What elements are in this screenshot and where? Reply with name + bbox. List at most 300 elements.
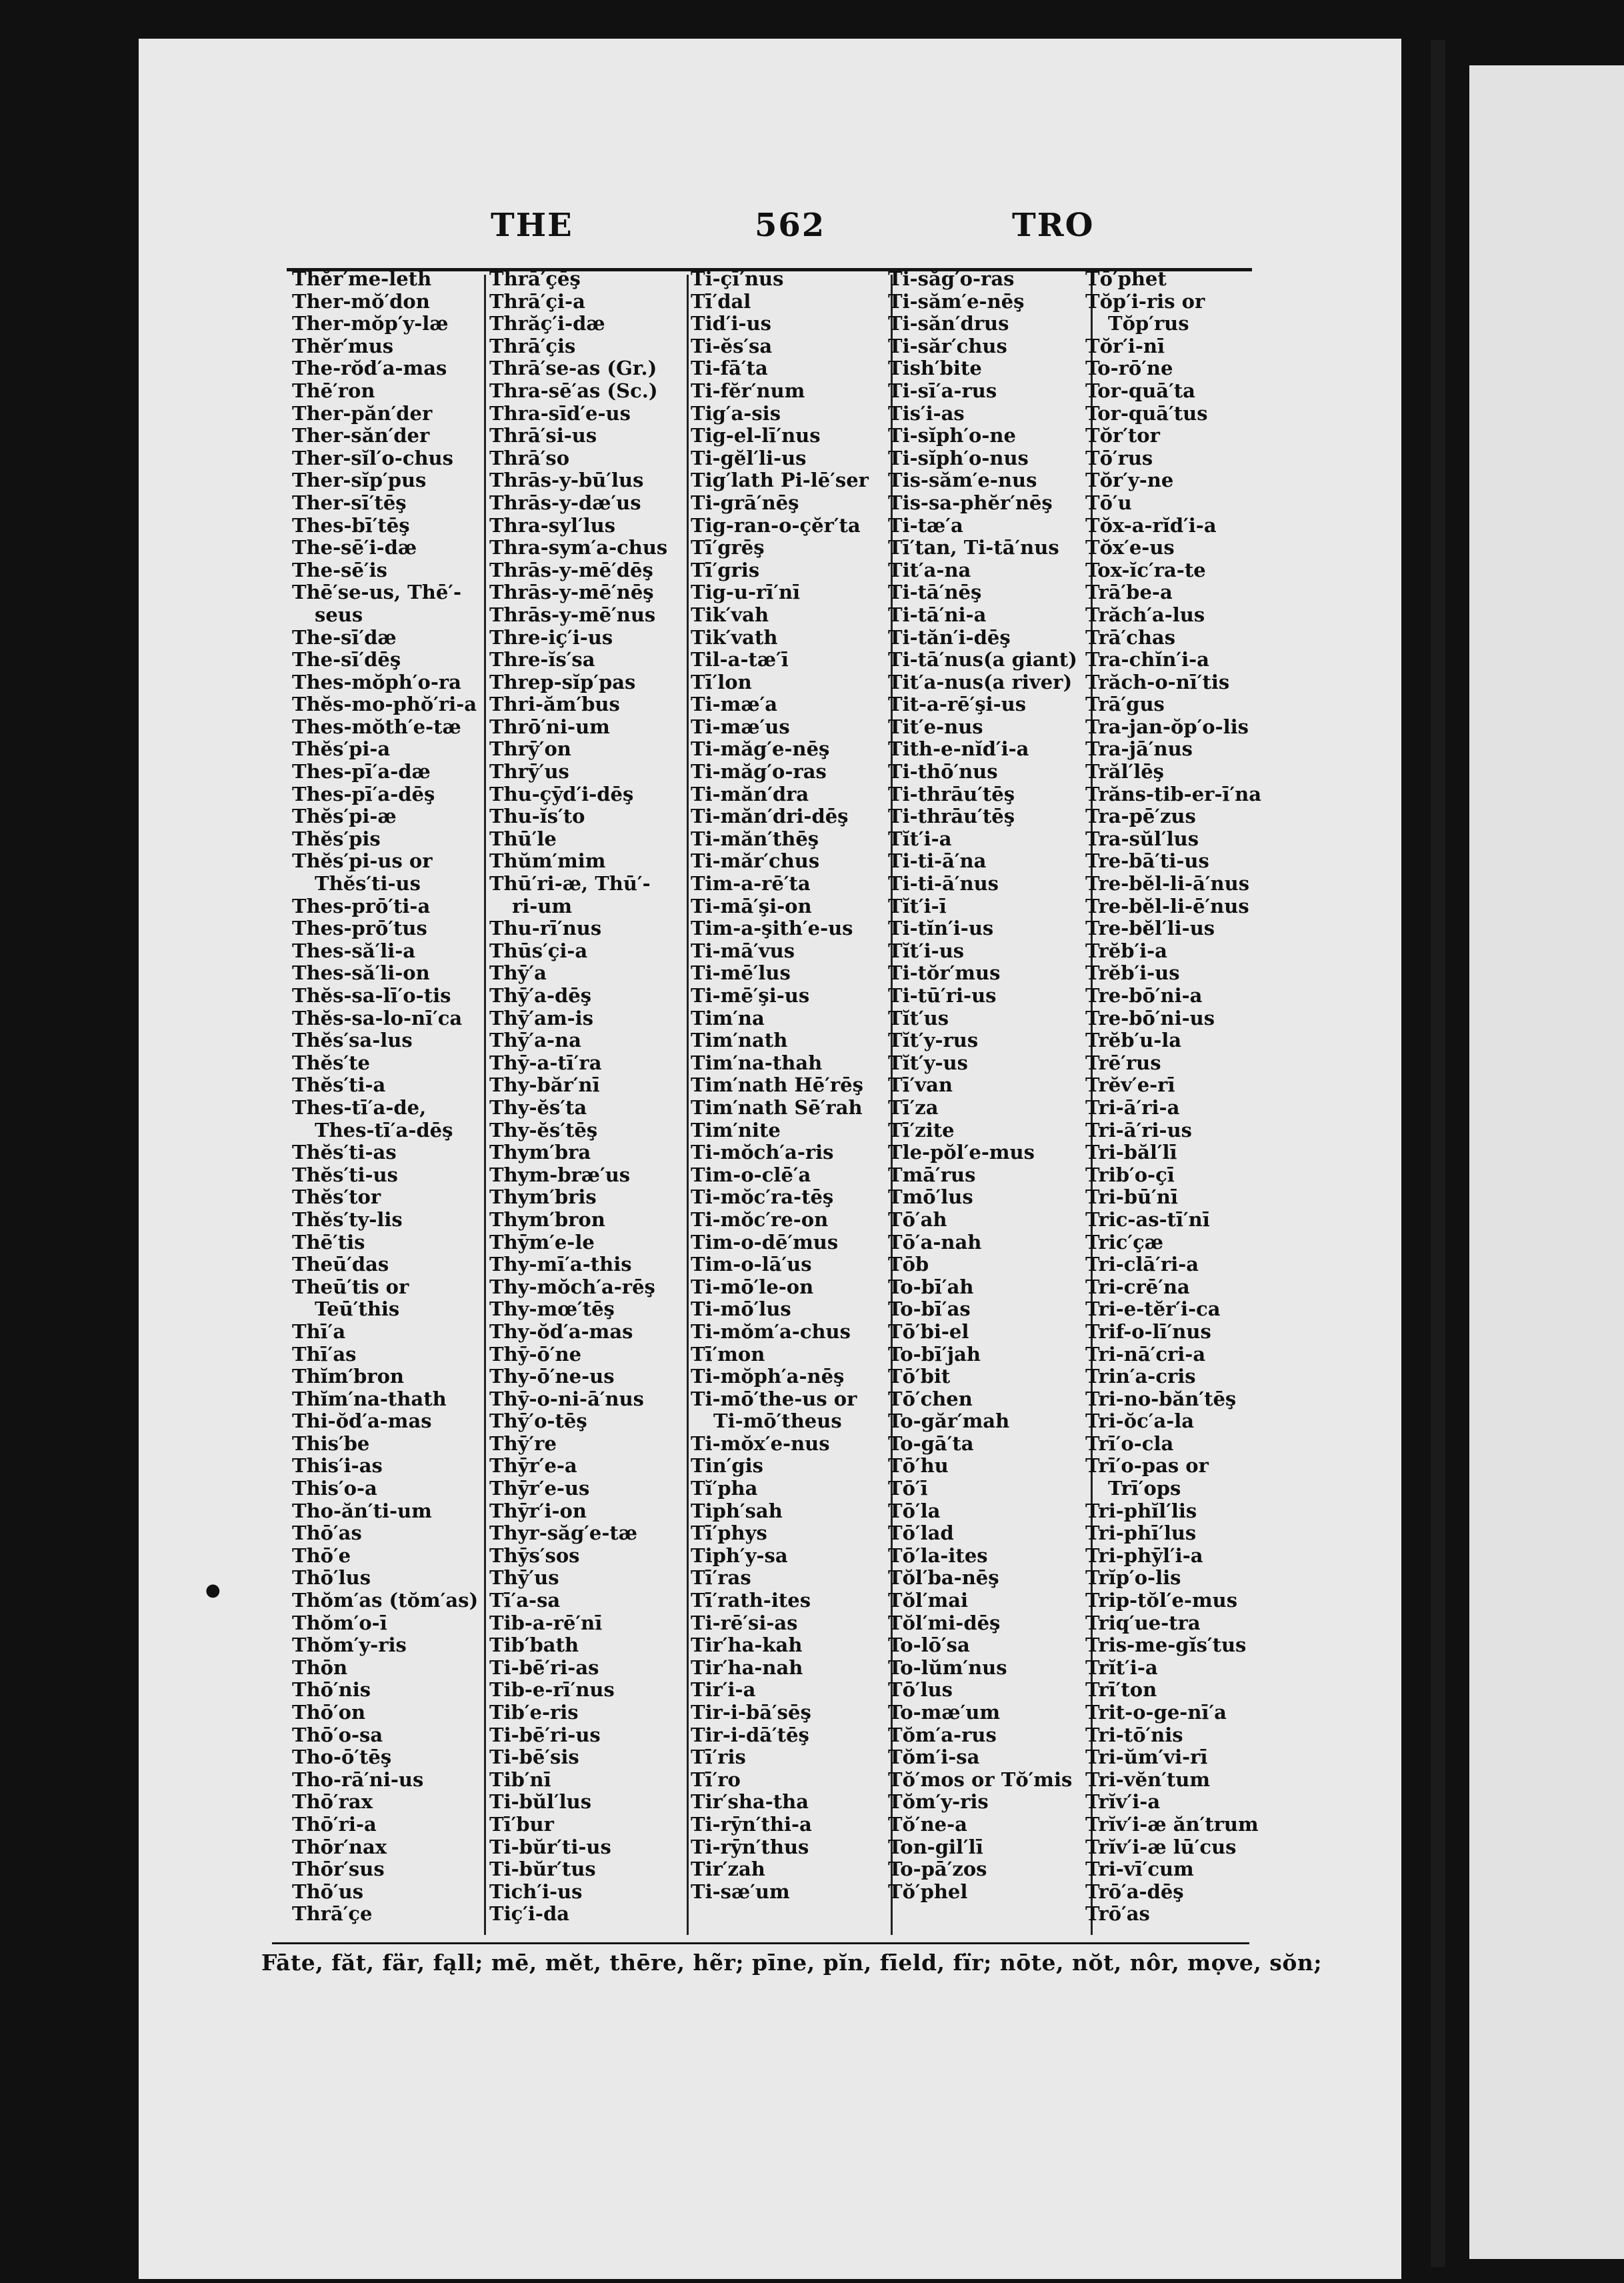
- dictionary-entry: Tis-săm′e-nus: [888, 469, 1037, 492]
- dictionary-entry: Ti-sĭph′o-nus: [888, 446, 1029, 469]
- dictionary-entry: Tō′phet: [1085, 267, 1167, 290]
- dictionary-entry: Tī′ris: [691, 1746, 746, 1769]
- dictionary-entry: Tĭt′us: [888, 1006, 949, 1029]
- dictionary-entry: Tri-phī′lus: [1085, 1522, 1197, 1545]
- dictionary-entry: Tmā′rus: [888, 1163, 976, 1186]
- dictionary-entry: Tra-sŭl′lus: [1085, 827, 1199, 850]
- dictionary-entry: Thes-pī′a-dēş: [292, 782, 435, 805]
- dictionary-entry: Ti-fĕr′num: [691, 379, 805, 402]
- dictionary-entry: This′o-a: [292, 1477, 377, 1500]
- dictionary-entry: Thra-sīd′e-us: [489, 401, 631, 425]
- dictionary-entry: Tho-rā′ni-us: [292, 1768, 424, 1791]
- dictionary-entry: Tor-quā′tus: [1085, 401, 1208, 425]
- dictionary-entry: Trō′as: [1085, 1902, 1150, 1926]
- dictionary-entry: Ti-tŏr′mus: [888, 961, 1001, 985]
- dictionary-entry: Tī′za: [888, 1095, 939, 1119]
- dictionary-entry: Ti-bē′ri-as: [489, 1656, 599, 1679]
- dictionary-entry: Tō′bit: [888, 1365, 951, 1388]
- dictionary-entry: Thes-să′li-on: [292, 961, 430, 985]
- dictionary-entry: Tis′i-as: [888, 401, 965, 425]
- dictionary-entry: The-sē′i-dæ: [292, 536, 417, 559]
- dictionary-entry: Tith-e-nĭd′i-a: [888, 737, 1029, 761]
- dictionary-entry: Trip-tŏl′e-mus: [1085, 1589, 1238, 1612]
- entry-column-5: [1085, 268, 1292, 1926]
- dictionary-entry: Tib-a-rē′nī: [489, 1611, 603, 1634]
- dictionary-entry: Thĕs′ti-a: [292, 1073, 386, 1097]
- dictionary-entry: Theū′das: [292, 1253, 389, 1276]
- dictionary-entry: Tī′dal: [691, 289, 751, 313]
- dictionary-entry: Tō′bi-el: [888, 1320, 969, 1343]
- dictionary-entry: Thrās-y-bū′lus: [489, 469, 644, 492]
- dictionary-entry: Tō′u: [1085, 491, 1132, 514]
- dictionary-entry: Tox-ĭc′ra-te: [1085, 558, 1206, 581]
- dictionary-entry: Thĕs-mo-phŏ′ri-a: [292, 693, 477, 716]
- dictionary-entry: Ti-bē′ri-us: [489, 1723, 601, 1746]
- dictionary-entry: Tit-a-rē′şi-us: [888, 693, 1027, 716]
- dictionary-entry: Thȳ-a-tī′ra: [489, 1051, 602, 1074]
- dictionary-entry: Trĭt′i-a: [1085, 1656, 1158, 1679]
- dictionary-entry: Thĕs-sa-lī′o-tis: [292, 984, 451, 1007]
- dictionary-entry: Tib′bath: [489, 1634, 579, 1657]
- dictionary-entry: Ti-ti-ā′na: [888, 849, 987, 873]
- dictionary-entry: Tir′zah: [691, 1858, 765, 1881]
- dictionary-entry: Tre-bĕl′li-us: [1085, 917, 1215, 940]
- dictionary-entry: Thĕs′tor: [292, 1186, 381, 1209]
- dictionary-entry: Tŏx-a-rĭd′i-a: [1085, 513, 1217, 537]
- dictionary-entry: Tŏm′i-sa: [888, 1746, 980, 1769]
- dictionary-entry: Thȳs′sos: [489, 1544, 580, 1567]
- dictionary-entry: Thĕs′pi-us or: [292, 849, 433, 873]
- dictionary-entry: Tŏr′tor: [1085, 424, 1160, 447]
- dictionary-entry: Thrā′se-as (Gr.): [489, 357, 657, 380]
- dictionary-entry: Triq′ue-tra: [1085, 1611, 1201, 1634]
- dictionary-entry: Tō′a-nah: [888, 1230, 982, 1254]
- dictionary-entry: Til-a-tæ′ī: [691, 648, 789, 671]
- dictionary-entry: Tmō′lus: [888, 1186, 973, 1209]
- dictionary-entry: Thĕr′mus: [292, 334, 394, 357]
- dictionary-entry: Tō′la: [888, 1499, 941, 1522]
- dictionary-entry: Trăch′a-lus: [1085, 603, 1205, 626]
- dictionary-entry: Tib′e-ris: [489, 1701, 579, 1724]
- dictionary-entry: Ti-mō′lus: [691, 1298, 791, 1321]
- dictionary-entry: Tim′nath Sē′rah: [691, 1095, 863, 1119]
- dictionary-entry: Tid′i-us: [691, 312, 771, 335]
- dictionary-entry: Tim′nite: [691, 1118, 781, 1142]
- dictionary-entry: Ther-sĭl′o-chus: [292, 446, 453, 469]
- dictionary-entry: Ti-bŭr′ti-us: [489, 1835, 611, 1858]
- dictionary-entry: Thes-bī′tēş: [292, 513, 410, 537]
- dictionary-entry: Tō′lad: [888, 1522, 954, 1545]
- dictionary-entry: Tī′van: [888, 1073, 953, 1097]
- dictionary-entry: Ti-grā′nēş: [691, 491, 799, 514]
- dictionary-entry: Thōn: [292, 1656, 348, 1679]
- dictionary-entry: Tir′sha-tha: [691, 1790, 809, 1814]
- dictionary-entry: Tri-ŭm′vi-rī: [1085, 1746, 1208, 1769]
- dictionary-entry: Thra-sē′as (Sc.): [489, 379, 658, 402]
- dictionary-entry: Tri-ŏc′a-la: [1085, 1410, 1195, 1433]
- dictionary-entry: Thō′on: [292, 1701, 366, 1724]
- dictionary-entry: Thes-mŏth′e-tæ: [292, 715, 461, 738]
- dictionary-entry: Trĭv′i-æ lū′cus: [1085, 1835, 1237, 1858]
- dictionary-entry: Ti-thrāu′tēş: [888, 805, 1015, 828]
- dictionary-entry: Tib-e-rī′nus: [489, 1678, 615, 1702]
- dictionary-entry: Tō′ah: [888, 1208, 947, 1231]
- dictionary-entry: Thūs′çi-a: [489, 939, 588, 962]
- dictionary-entry: Thō′lus: [292, 1566, 371, 1590]
- dictionary-entry: Thrȳ′us: [489, 760, 569, 783]
- dictionary-entry: Thō′rax: [292, 1790, 373, 1814]
- dictionary-entry: Tŏm′a-rus: [888, 1723, 997, 1746]
- entry-continuation: ri-um: [512, 894, 573, 917]
- dictionary-entry: To-mæ′um: [888, 1701, 1001, 1724]
- dictionary-entry: Tik′vath: [691, 625, 778, 649]
- dictionary-entry: Tric-as-tī′nī: [1085, 1208, 1210, 1231]
- dictionary-entry: Tĭt′i-a: [888, 827, 952, 850]
- dictionary-entry: Tri-e-tĕr′i-ca: [1085, 1298, 1221, 1321]
- dictionary-entry: Ti-mē′lus: [691, 961, 791, 985]
- entry-continuation: Tŏp′rus: [1108, 312, 1189, 335]
- dictionary-entry: Tŏl′ba-nēş: [888, 1566, 999, 1590]
- dictionary-entry: Trĭv′i-a: [1085, 1790, 1161, 1814]
- dictionary-entry: Trī′ton: [1085, 1678, 1157, 1702]
- dictionary-entry: Ti-tū′ri-us: [888, 984, 997, 1007]
- dictionary-entry: Thĕr′me-leth: [292, 267, 432, 290]
- dictionary-entry: Tich′i-us: [489, 1880, 583, 1903]
- dictionary-entry: Tit′a-na: [888, 558, 971, 581]
- dictionary-entry: Thy-mœ′tēş: [489, 1298, 615, 1321]
- dictionary-entry: Thŏm′y-ris: [292, 1634, 407, 1657]
- dictionary-entry: Thy-ŏd′a-mas: [489, 1320, 633, 1343]
- dictionary-entry: Trif-o-lī′nus: [1085, 1320, 1211, 1343]
- dictionary-entry: Ti-mŏx′e-nus: [691, 1432, 830, 1455]
- dictionary-entry: Ti-tā′nus(a giant): [888, 648, 1077, 671]
- dictionary-entry: Ti-măg′o-ras: [691, 760, 827, 783]
- dictionary-entry: Ti-bē′sis: [489, 1746, 579, 1769]
- dictionary-entry: Tit′e-nus: [888, 715, 983, 738]
- dictionary-entry: Tib′nī: [489, 1768, 551, 1791]
- dictionary-entry: Tī′bur: [489, 1812, 554, 1836]
- dictionary-entry: Trĕb′u-la: [1085, 1029, 1182, 1052]
- dictionary-entry: Tō′chen: [888, 1387, 973, 1410]
- dictionary-entry: Trăch-o-nī′tis: [1085, 670, 1230, 693]
- dictionary-entry: Thȳ′o-tēş: [489, 1410, 587, 1433]
- dictionary-entry: Tī′mon: [691, 1342, 765, 1366]
- dictionary-entry: Tris-me-gĭs′tus: [1085, 1634, 1247, 1657]
- dictionary-entry: Ti-săm′e-nēş: [888, 289, 1025, 313]
- dictionary-entry: Ti-măg′e-nēş: [691, 737, 830, 761]
- dictionary-entry: Thĕs′ti-as: [292, 1141, 397, 1164]
- dictionary-entry: Tŏl′mai: [888, 1589, 969, 1612]
- dictionary-entry: Thy-băr′nī: [489, 1073, 600, 1097]
- dictionary-entry: Tri-băl′lī: [1085, 1141, 1177, 1164]
- dictionary-entry: Thrā′si-us: [489, 424, 597, 447]
- dictionary-entry: Thȳr′e-a: [489, 1454, 577, 1478]
- dictionary-entry: Thō′us: [292, 1880, 364, 1903]
- entry-continuation: Teū′this: [315, 1298, 400, 1321]
- dictionary-entry: Tri-clā′ri-a: [1085, 1253, 1199, 1276]
- dictionary-entry: Thĭm′bron: [292, 1365, 404, 1388]
- dictionary-entry: Tit′a-nus(a river): [888, 670, 1073, 693]
- dictionary-entry: Ti-mē′şi-us: [691, 984, 810, 1007]
- dictionary-entry: Tle-pŏl′e-mus: [888, 1141, 1035, 1164]
- dictionary-entry: Thre-ĭs′sa: [489, 648, 595, 671]
- dictionary-entry: Tim-o-lā′us: [691, 1253, 812, 1276]
- dictionary-entry: Tī′zite: [888, 1118, 955, 1142]
- column-divider: [484, 275, 486, 1935]
- dictionary-entry: Ti-sī′a-rus: [888, 379, 997, 402]
- dictionary-entry: Tŏx′e-us: [1085, 536, 1175, 559]
- dictionary-entry: Tĭt′y-rus: [888, 1029, 979, 1052]
- dictionary-entry: Tiph′sah: [691, 1499, 783, 1522]
- dictionary-entry: Tish′bite: [888, 357, 982, 380]
- dictionary-entry: Thy-ĕs′tēş: [489, 1118, 598, 1142]
- dictionary-entry: Ti-sĭph′o-ne: [888, 424, 1016, 447]
- dictionary-entry: Tŏ′mos or Tŏ′mis: [888, 1768, 1073, 1791]
- dictionary-entry: Thre-iç′i-us: [489, 625, 613, 649]
- dictionary-entry: Tre-bĕl-li-ā′nus: [1085, 872, 1250, 895]
- dictionary-entry: Thu-ĭs′to: [489, 805, 585, 828]
- page-number: 562: [755, 207, 826, 244]
- footer-rule: [272, 1942, 1249, 1944]
- dictionary-entry: Tim′na-thah: [691, 1051, 823, 1074]
- entry-column-3: [691, 268, 897, 1903]
- dictionary-entry: Tĭt′i-us: [888, 939, 965, 962]
- dictionary-entry: Ti-mŏc′re-on: [691, 1208, 829, 1231]
- dictionary-entry: Ther-sĭp′pus: [292, 469, 427, 492]
- dictionary-entry: Thōr′sus: [292, 1858, 385, 1881]
- dictionary-entry: Tis-sa-phĕr′nēş: [888, 491, 1053, 514]
- dictionary-entry: Tim′nath: [691, 1029, 788, 1052]
- dictionary-entry: Ti-bŭr′tus: [489, 1858, 596, 1881]
- dictionary-entry: Ther-mŏp′y-læ: [292, 312, 449, 335]
- dictionary-entry: Thȳr′e-us: [489, 1477, 590, 1500]
- dictionary-entry: Ti-mŏc′ra-tēş: [691, 1186, 834, 1209]
- dictionary-entry: Tor-quā′ta: [1085, 379, 1195, 402]
- dictionary-entry: Thes-tī′a-de,: [292, 1095, 427, 1119]
- pronunciation-key: Fāte, făt, fär, fąll; mē, mĕt, thēre, hẽr; pīne, pĭn, fīeld, fïr; nōte, nŏt, nôr, mọve, sŏn;: [261, 1950, 1323, 1976]
- dictionary-entry: Ti-săg′o-ras: [888, 267, 1015, 290]
- dictionary-entry: Tre-bō′ni-a: [1085, 984, 1203, 1007]
- running-head-left: THE: [491, 207, 573, 244]
- dictionary-entry: Tri-crē′na: [1085, 1275, 1190, 1298]
- dictionary-entry: The-sī′dæ: [292, 625, 397, 649]
- dictionary-entry: Trĕb′i-us: [1085, 961, 1180, 985]
- dictionary-entry: Thy-ō′ne-us: [489, 1365, 615, 1388]
- entry-column-1: [292, 268, 499, 1926]
- entry-continuation: Ti-mō′theus: [713, 1410, 842, 1433]
- dictionary-entry: Thĕs-sa-lo-nī′ca: [292, 1006, 463, 1029]
- dictionary-entry: Tō′rus: [1085, 446, 1153, 469]
- dictionary-entry: Ti-mæ′a: [691, 693, 778, 716]
- dictionary-entry: Threp-sĭp′pas: [489, 670, 636, 693]
- dictionary-entry: Thrās-y-mē′nēş: [489, 581, 654, 604]
- dictionary-entry: To-lŭm′nus: [888, 1656, 1007, 1679]
- dictionary-entry: Thȳr′i-on: [489, 1499, 587, 1522]
- dictionary-entry: Thu-rī′nus: [489, 917, 602, 940]
- dictionary-entry: Tri-no-băn′tēş: [1085, 1387, 1237, 1410]
- dictionary-entry: Ther-sī′tēş: [292, 491, 407, 514]
- dictionary-entry: Tre-bō′ni-us: [1085, 1006, 1215, 1029]
- dictionary-entry: Tra-pē′zus: [1085, 805, 1196, 828]
- dictionary-entry: Tĭ′pha: [691, 1477, 758, 1500]
- dictionary-entry: Thō′e: [292, 1544, 351, 1567]
- entry-column-2: [489, 268, 696, 1926]
- dictionary-entry: Thĕs′pis: [292, 827, 381, 850]
- dictionary-entry: Thrā′çis: [489, 334, 576, 357]
- entry-continuation: Trī′ops: [1108, 1477, 1181, 1500]
- dictionary-entry: This′i-as: [292, 1454, 383, 1478]
- dictionary-entry: Ti-tăn′i-dēş: [888, 625, 1011, 649]
- dictionary-entry: The-sē′is: [292, 558, 387, 581]
- dictionary-entry: Tōb: [888, 1253, 929, 1276]
- dictionary-entry: Ther-păn′der: [292, 401, 433, 425]
- dictionary-entry: Ti-săr′chus: [888, 334, 1007, 357]
- dictionary-entry: Tre-bā′ti-us: [1085, 849, 1209, 873]
- dictionary-entry: Thō′o-sa: [292, 1723, 383, 1746]
- dictionary-entry: Tra-jā′nus: [1085, 737, 1193, 761]
- dictionary-entry: Tri-phȳl′i-a: [1085, 1544, 1203, 1567]
- dictionary-entry: Thȳm′e-le: [489, 1230, 595, 1254]
- dictionary-entry: Trĕb′i-a: [1085, 939, 1167, 962]
- dictionary-entry: Tig-u-rī′nī: [691, 581, 801, 604]
- entry-column-4: [888, 268, 1095, 1903]
- dictionary-entry: Tī′gris: [691, 558, 760, 581]
- dictionary-entry: Tre-bĕl-li-ē′nus: [1085, 894, 1249, 917]
- dictionary-entry: Thyr-săg′e-tæ: [489, 1522, 638, 1545]
- dictionary-entry: Thē′tis: [292, 1230, 365, 1254]
- dictionary-entry: Tim-o-dē′mus: [691, 1230, 839, 1254]
- dictionary-entry: Ti-mŏph′a-nēş: [691, 1365, 845, 1388]
- dictionary-entry: Thō′nis: [292, 1678, 371, 1702]
- dictionary-entry: Tri-tō′nis: [1085, 1723, 1183, 1746]
- dictionary-entry: Tī′a-sa: [489, 1589, 561, 1612]
- dictionary-entry: To-gā′ta: [888, 1432, 974, 1455]
- facing-page-edge: [1469, 65, 1624, 2259]
- dictionary-entry: Thȳ′us: [489, 1566, 559, 1590]
- page-gutter-shadow: [1431, 40, 1445, 2267]
- dictionary-entry: Thri-ăm′bus: [489, 693, 620, 716]
- dictionary-entry: Tri-ā′ri-a: [1085, 1095, 1180, 1119]
- running-head-right: TRO: [1012, 207, 1095, 244]
- dictionary-entry: Thrās-y-mē′nus: [489, 603, 656, 626]
- dictionary-entry: Ti-măn′dra: [691, 782, 809, 805]
- dictionary-entry: Ti-ĕs′sa: [691, 334, 773, 357]
- dictionary-entry: Thū′ri-æ, Thū′-: [489, 872, 651, 895]
- dictionary-entry: Tī′ro: [691, 1768, 741, 1791]
- dictionary-entry: Tri-nā′cri-a: [1085, 1342, 1206, 1366]
- dictionary-entry: Thȳ-ō′ne: [489, 1342, 582, 1366]
- dictionary-entry: Tho-ō′tēş: [292, 1746, 392, 1769]
- dictionary-entry: Thȳ′a-na: [489, 1029, 581, 1052]
- dictionary-entry: Thym′bron: [489, 1208, 605, 1231]
- dictionary-entry: Tŏp′i-ris or: [1085, 289, 1205, 313]
- dictionary-entry: Thes-prō′tus: [292, 917, 427, 940]
- dictionary-entry: Tŏl′mi-dēş: [888, 1611, 1001, 1634]
- dictionary-entry: Tō′hu: [888, 1454, 949, 1478]
- dictionary-entry: Ti-gĕl′li-us: [691, 446, 807, 469]
- dictionary-entry: Trā′be-a: [1085, 581, 1173, 604]
- dictionary-entry: Thȳ′re: [489, 1432, 557, 1455]
- dictionary-entry: Tik′vah: [691, 603, 769, 626]
- entry-continuation: Thĕs′ti-us: [315, 872, 421, 895]
- dictionary-entry: Ti-săn′drus: [888, 312, 1009, 335]
- dictionary-entry: Tī′phys: [691, 1522, 767, 1545]
- dictionary-entry: Ti-rȳn′thus: [691, 1835, 809, 1858]
- dictionary-entry: To-pā′zos: [888, 1858, 987, 1881]
- dictionary-entry: Thŏm′o-ī: [292, 1611, 387, 1634]
- dictionary-entry: Ti-mŏm′a-chus: [691, 1320, 851, 1343]
- dictionary-entry: Tiç′i-da: [489, 1902, 570, 1926]
- dictionary-entry: Tra-jan-ŏp′o-lis: [1085, 715, 1249, 738]
- dictionary-entry: Thym′bra: [489, 1141, 591, 1164]
- dictionary-entry: To-găr′mah: [888, 1410, 1010, 1433]
- dictionary-entry: Thĕs′ti-us: [292, 1163, 398, 1186]
- dictionary-entry: Ti-sæ′um: [691, 1880, 790, 1903]
- dictionary-entry: Theū′tis or: [292, 1275, 409, 1298]
- dictionary-entry: Tim-a-şith′e-us: [691, 917, 853, 940]
- dictionary-entry: Tī′rath-ites: [691, 1589, 811, 1612]
- dictionary-entry: Thrā′çi-a: [489, 289, 585, 313]
- dictionary-entry: Thrās-y-dæ′us: [489, 491, 641, 514]
- dictionary-entry: Thĕs′te: [292, 1051, 370, 1074]
- dictionary-entry: Thym-bræ′us: [489, 1163, 631, 1186]
- dictionary-entry: Trā′gus: [1085, 693, 1165, 716]
- dictionary-entry: Thrō′ni-um: [489, 715, 610, 738]
- dictionary-entry: Tir′ha-kah: [691, 1634, 803, 1657]
- dictionary-entry: Tō′la-ites: [888, 1544, 988, 1567]
- dictionary-entry: Ti-tĭn′i-us: [888, 917, 994, 940]
- dictionary-entry: Tir′ha-nah: [691, 1656, 803, 1679]
- dictionary-entry: Ti-tā′nēş: [888, 581, 982, 604]
- dictionary-entry: Ti-mō′the-us or: [691, 1387, 857, 1410]
- dictionary-entry: Ti-ti-ā′nus: [888, 872, 999, 895]
- dictionary-entry: Thȳ′am-is: [489, 1006, 594, 1029]
- dictionary-entry: To-bī′jah: [888, 1342, 981, 1366]
- dictionary-entry: Trī′o-pas or: [1085, 1454, 1209, 1478]
- dictionary-entry: Thō′ri-a: [292, 1812, 377, 1836]
- dictionary-entry: Thrȳ′on: [489, 737, 571, 761]
- dictionary-entry: Ti-mā′şi-on: [691, 894, 812, 917]
- dictionary-entry: Ti-mæ′us: [691, 715, 790, 738]
- dictionary-entry: Thes-mŏph′o-ra: [292, 670, 461, 693]
- dictionary-entry: Tim′na: [691, 1006, 765, 1029]
- dictionary-entry: Ti-fā′ta: [691, 357, 768, 380]
- dictionary-entry: Tric′çæ: [1085, 1230, 1164, 1254]
- dictionary-entry: Tŏr′i-nī: [1085, 334, 1165, 357]
- dictionary-entry: Thy-mŏch′a-rēş: [489, 1275, 655, 1298]
- dictionary-entry: Tri-phĭl′lis: [1085, 1499, 1197, 1522]
- dictionary-entry: Ti-rē′si-as: [691, 1611, 798, 1634]
- dictionary-entry: Thym′bris: [489, 1186, 597, 1209]
- dictionary-entry: Ti-thō′nus: [888, 760, 998, 783]
- dictionary-entry: To-lō′sa: [888, 1634, 970, 1657]
- dictionary-entry: Tiph′y-sa: [691, 1544, 788, 1567]
- dictionary-entry: Ti-măn′dri-dēş: [691, 805, 849, 828]
- dictionary-entry: Ti-bŭl′lus: [489, 1790, 592, 1814]
- dictionary-entry: Trī′o-cla: [1085, 1432, 1174, 1455]
- dictionary-entry: Tin′gis: [691, 1454, 763, 1478]
- dictionary-entry: Thē′ron: [292, 379, 375, 402]
- dictionary-entry: Tho-ăn′ti-um: [292, 1499, 432, 1522]
- dictionary-entry: Ti-mŏch′a-ris: [691, 1141, 834, 1164]
- dictionary-entry: Ther-mŏ′don: [292, 289, 430, 313]
- dictionary-entry: Tir-i-dā′tēş: [691, 1723, 809, 1746]
- dictionary-entry: Ton-gil′lī: [888, 1835, 983, 1858]
- dictionary-entry: Trin′a-cris: [1085, 1365, 1196, 1388]
- dictionary-entry: Thrā′çe: [292, 1902, 373, 1926]
- dictionary-entry: Tri-bū′nī: [1085, 1186, 1178, 1209]
- dictionary-entry: Tim-a-rē′ta: [691, 872, 811, 895]
